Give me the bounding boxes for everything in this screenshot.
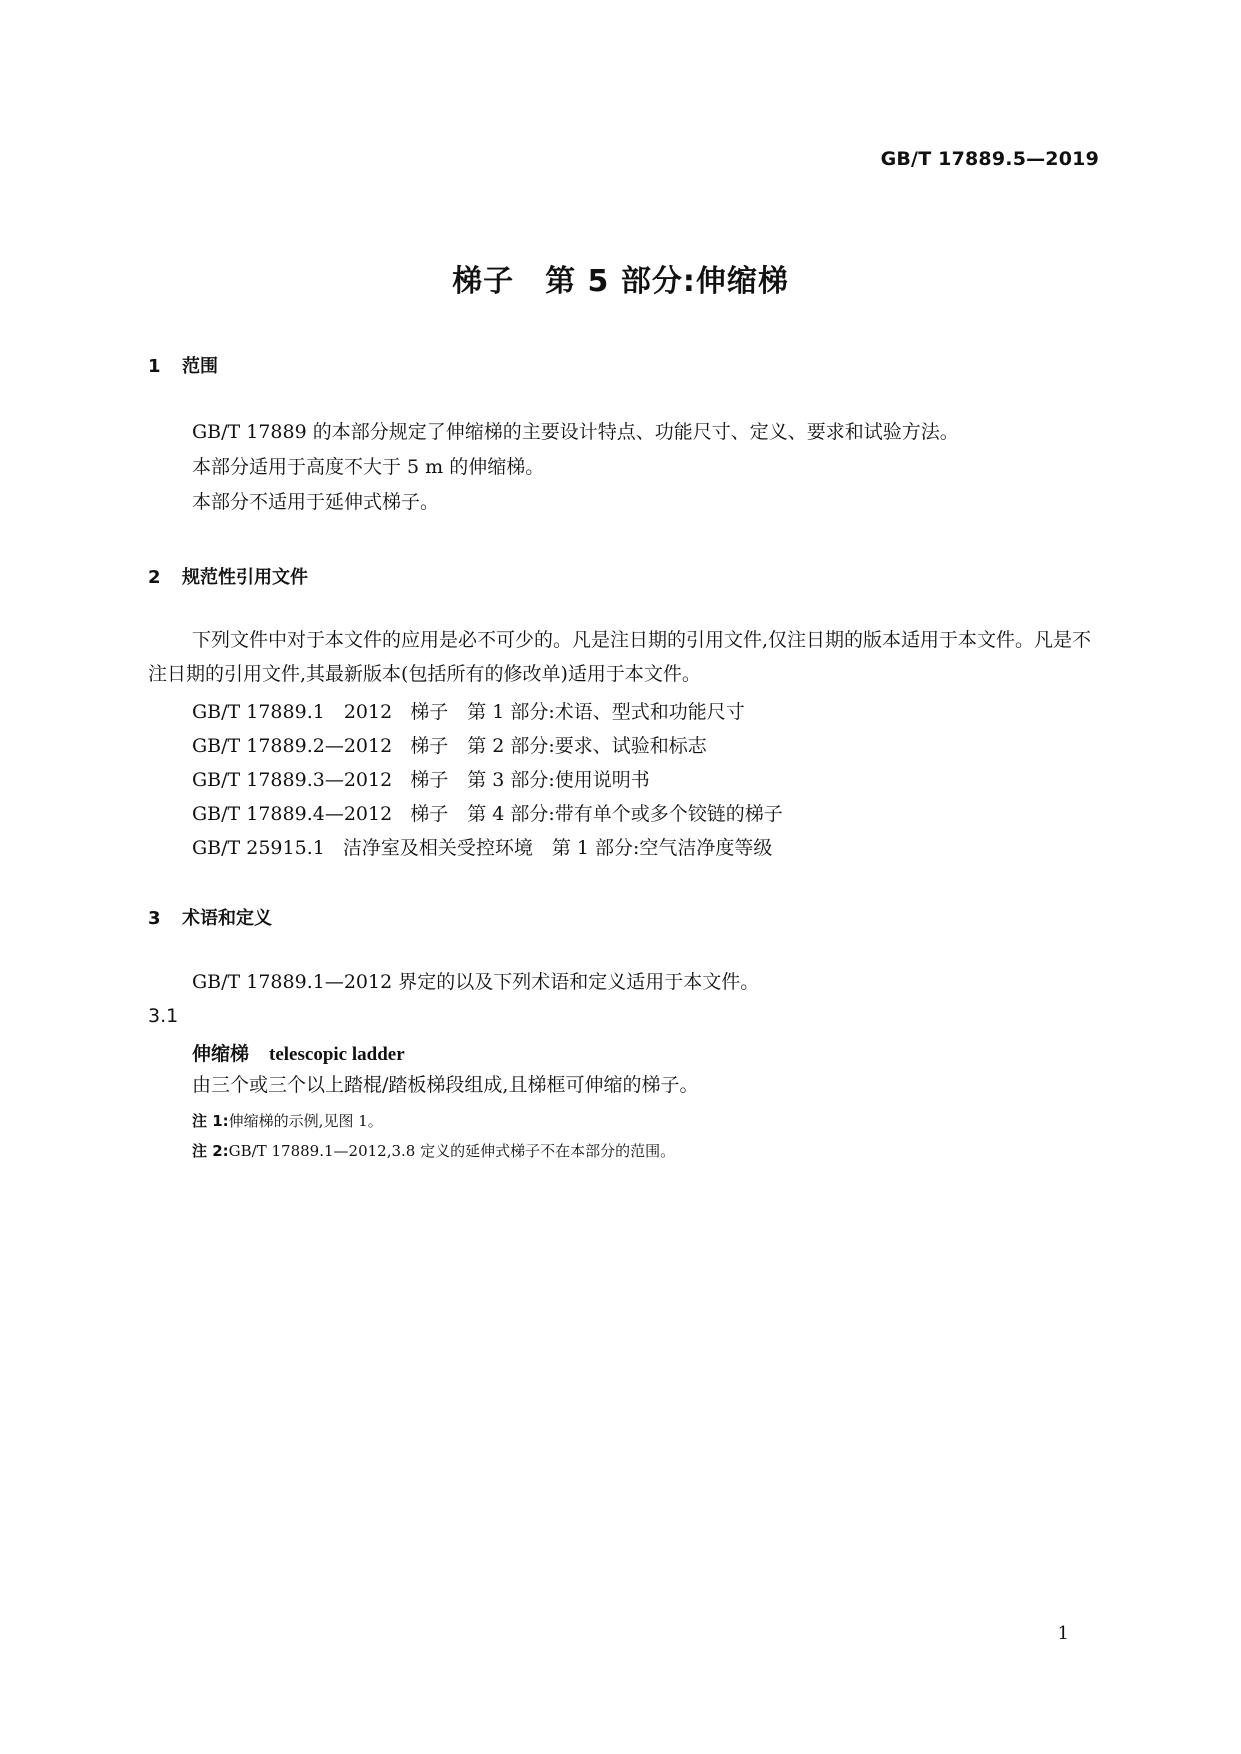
- reference-item: [192, 731, 707, 758]
- section-heading-normative-refs: [148, 563, 308, 589]
- scope-paragraph-3: 本部分不适用于延伸式梯子。: [192, 491, 440, 513]
- note-text: GB/T 17889.1—2012,3.8 定义的延伸式梯子不在本部分的范围。: [228, 1142, 676, 1160]
- reference-item: [192, 799, 783, 826]
- term-definition: 由三个或三个以上踏棍/踏板梯段组成,且梯框可伸缩的梯子。: [192, 1074, 699, 1096]
- terms-intro: GB/T 17889.1—2012 界定的以及下列术语和定义适用于本文件。: [192, 971, 760, 993]
- reference-code: GB/T 17889.3—2012: [192, 769, 393, 791]
- term-chinese: 伸缩梯: [192, 1043, 250, 1065]
- note-item: [192, 1110, 383, 1131]
- reference-code: GB/T 17889.4—2012: [192, 803, 393, 825]
- section-number: 1: [148, 356, 161, 377]
- section-title: 范围: [182, 356, 218, 377]
- page-title: 梯子 第 5 部分:伸缩梯: [452, 264, 789, 299]
- scope-paragraph-1: GB/T 17889 的本部分规定了伸缩梯的主要设计特点、功能尺寸、定义、要求和试验方法。: [192, 421, 959, 443]
- note-label: 注 2:: [192, 1142, 229, 1160]
- reference-title: 梯子 第 1 部分:术语、型式和功能尺寸: [410, 701, 745, 723]
- term-entry: [192, 1039, 405, 1066]
- section-number: 2: [148, 567, 161, 588]
- term-english: telescopic ladder: [269, 1044, 405, 1065]
- page-number: 1: [1057, 1623, 1069, 1644]
- normative-refs-intro-text: 下列文件中对于本文件的应用是必不可少的。凡是注日期的引用文件,仅注日期的版本适用于本文件。凡是不注日期的引用文件,其最新版本(包括所有的修改单)适用于本文件。: [148, 629, 1092, 685]
- section-heading-scope: [148, 352, 218, 378]
- reference-item: [192, 697, 745, 724]
- section-number: 3: [148, 908, 161, 929]
- section-title: 术语和定义: [182, 908, 272, 929]
- normative-refs-intro: [148, 623, 1098, 691]
- section-title: 规范性引用文件: [182, 567, 308, 588]
- reference-title: 梯子 第 4 部分:带有单个或多个铰链的梯子: [410, 803, 783, 825]
- reference-code: GB/T 17889.1 2012: [192, 701, 393, 723]
- scope-paragraph-2: 本部分适用于高度不大于 5 m 的伸缩梯。: [192, 456, 545, 478]
- reference-code: GB/T 17889.2—2012: [192, 735, 393, 757]
- reference-item: [192, 765, 650, 792]
- standard-code: GB/T 17889.5—2019: [880, 148, 1099, 170]
- reference-code: GB/T 25915.1: [192, 837, 325, 859]
- reference-title: 洁净室及相关受控环境 第 1 部分:空气洁净度等级: [342, 837, 773, 859]
- section-heading-terms: [148, 904, 272, 930]
- reference-title: 梯子 第 2 部分:要求、试验和标志: [410, 735, 707, 757]
- note-text: 伸缩梯的示例,见图 1。: [228, 1112, 383, 1130]
- clause-number: 3.1: [148, 1005, 179, 1027]
- reference-title: 梯子 第 3 部分:使用说明书: [410, 769, 650, 791]
- note-label: 注 1:: [192, 1112, 229, 1130]
- note-item: [192, 1140, 675, 1161]
- reference-item: [192, 833, 772, 860]
